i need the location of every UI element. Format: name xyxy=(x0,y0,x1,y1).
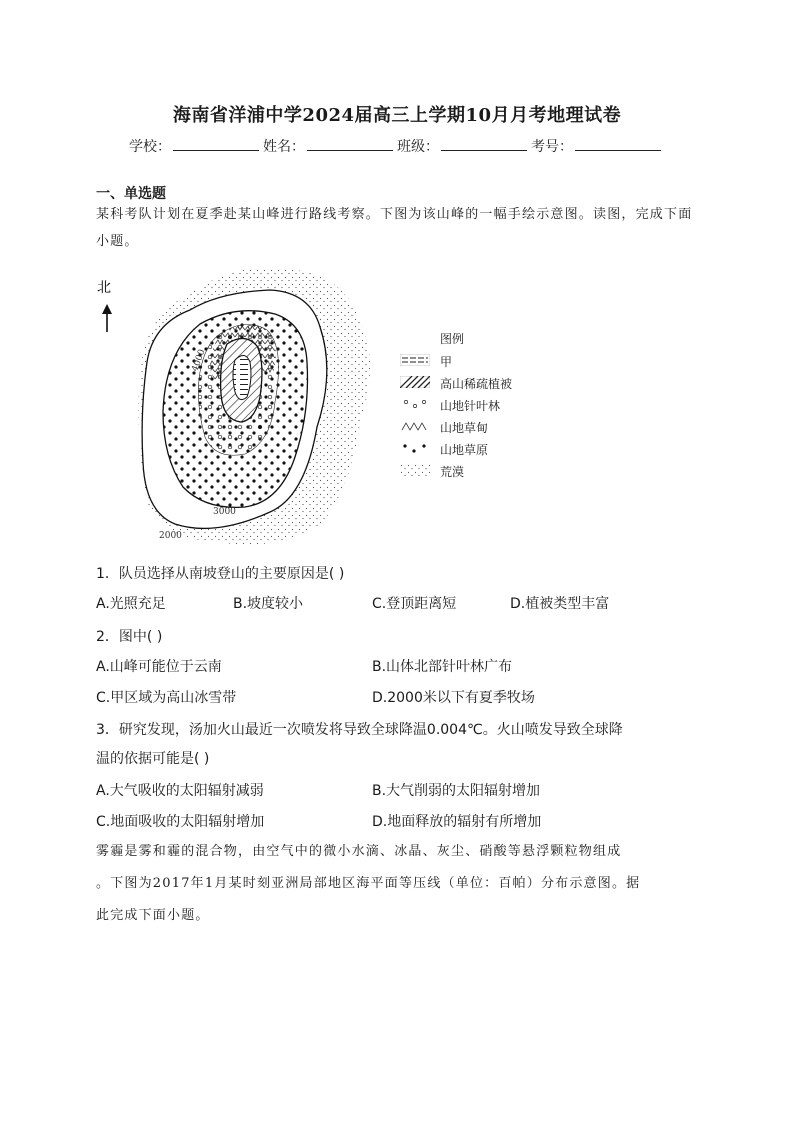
name-label: 姓名： xyxy=(263,139,305,155)
q3-option-d[interactable]: D.地面释放的辐射有所增加 xyxy=(372,814,542,830)
dashes-swatch-icon xyxy=(400,354,430,366)
north-arrow-icon xyxy=(102,304,112,332)
school-blank[interactable] xyxy=(173,136,259,151)
contour-label-4000: 4000 xyxy=(190,348,208,374)
school-label: 学校： xyxy=(129,139,171,155)
q1-option-a[interactable]: A.光照充足 xyxy=(96,596,166,612)
exam-number-label: 考号： xyxy=(531,139,573,155)
q2-option-a[interactable]: A.山峰可能位于云南 xyxy=(96,659,222,675)
q2-option-c[interactable]: C.甲区域为高山冰雪带 xyxy=(96,690,237,706)
q1-option-d[interactable]: D.植被类型丰富 xyxy=(510,596,610,612)
legend-title: 图例 xyxy=(440,332,465,346)
intro-paragraph-2-line1: 雾霾是雾和霾的混合物，由空气中的微小水滴、冰晶、灰尘、硝酸等悬浮颗粒物组成 xyxy=(96,844,622,859)
legend-item-steppe: 山地草原 xyxy=(400,441,530,457)
intro-paragraph-1: 某科考队计划在夏季赴某山峰进行路线考察。下图为该山峰的一幅手绘示意图。读图，完成下面小题。 xyxy=(96,207,693,249)
class-label: 班级： xyxy=(397,139,439,155)
q2-option-d[interactable]: D.2000米以下有夏季牧场 xyxy=(372,690,535,706)
legend-item-desert: 荒漠 xyxy=(400,463,530,479)
q3-option-b[interactable]: B.大气削弱的太阳辐射增加 xyxy=(372,783,541,799)
section-heading: 一、单选题 xyxy=(96,186,166,202)
exam-title: 海南省洋浦中学2024届高三上学期10月月考地理试卷 xyxy=(172,105,622,126)
exam-number-blank[interactable] xyxy=(575,136,661,151)
q2-option-b[interactable]: B.山体北部针叶林广布 xyxy=(372,659,513,675)
wavy-swatch-icon xyxy=(400,420,430,432)
question-3-stem-line1: 3．研究发现，汤加火山最近一次喷发将导致全球降温0.004℃。火山喷发导致全球降 xyxy=(96,722,623,738)
name-blank[interactable] xyxy=(307,136,393,151)
intro-paragraph-2-line3: 此完成下面小题。 xyxy=(96,908,210,923)
contour-label-2000: 2000 xyxy=(159,531,182,541)
student-info-line xyxy=(0,136,794,156)
q1-option-b[interactable]: B.坡度较小 xyxy=(233,596,304,612)
question-1-stem: 1．队员选择从南坡登山的主要原因是( ) xyxy=(96,566,345,582)
legend-item-jia: 甲 xyxy=(400,353,530,369)
question-2-stem: 2．图中( ) xyxy=(96,629,163,645)
hatch-swatch-icon xyxy=(400,376,430,388)
circles-swatch-icon xyxy=(400,398,430,410)
q3-option-a[interactable]: A.大气吸收的太阳辐射减弱 xyxy=(96,783,264,799)
q3-option-c[interactable]: C.地面吸收的太阳辐射增加 xyxy=(96,814,265,830)
class-blank[interactable] xyxy=(441,136,527,151)
north-label: 北 xyxy=(97,280,111,296)
contour-label-3000: 3000 xyxy=(213,507,236,517)
legend-item-forest: 山地针叶林 xyxy=(400,397,530,413)
stipple-swatch-icon xyxy=(400,464,430,476)
question-3-stem-line2: 温的依据可能是( ) xyxy=(96,751,210,767)
legend-item-meadow: 山地草甸 xyxy=(400,419,530,435)
dots-swatch-icon xyxy=(400,442,430,454)
q1-option-c[interactable]: C.登顶距离短 xyxy=(372,596,457,612)
legend-item-alpine: 高山稀疏植被 xyxy=(400,375,530,391)
intro-paragraph-2-line2: 。下图为2017年1月某时刻亚洲局部地区海平面等压线（单位：百帕）分布示意图。据 xyxy=(96,876,641,891)
